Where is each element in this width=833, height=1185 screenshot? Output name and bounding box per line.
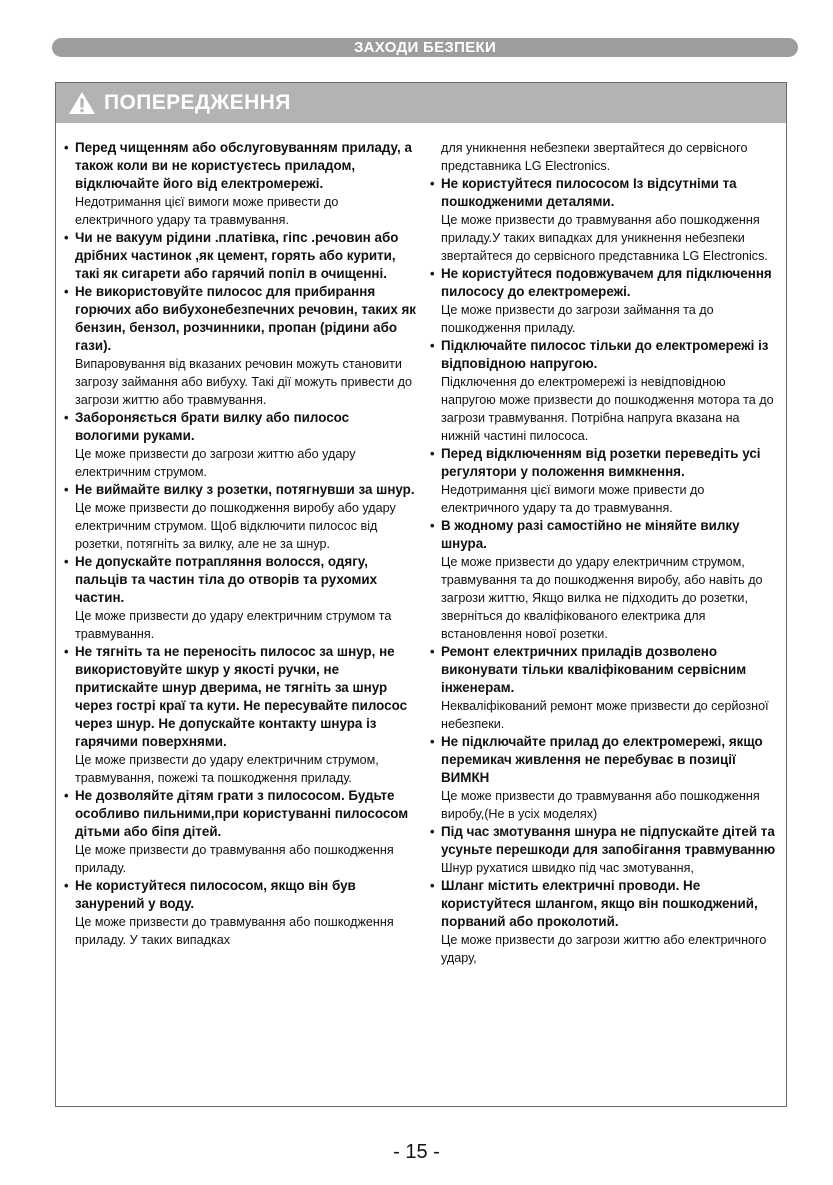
safety-item <box>62 643 416 787</box>
warning-box <box>55 82 787 1107</box>
warning-triangle-icon <box>68 91 96 115</box>
item-heading: Шланг містить електричні проводи. Не користуйтеся шлангом, якщо він пошкоджений, порваний або проколотий. <box>441 878 758 929</box>
item-description: Це може призвести до загрози займання та до пошкодження приладу. <box>441 303 714 335</box>
item-heading: Забороняється брати вилку або пилосос вологими руками. <box>75 410 350 443</box>
item-description: Недотримання цієї вимоги може привести до електричного удару та до травмування. <box>441 483 705 515</box>
bullet-icon: • <box>430 176 435 191</box>
item-heading: Перед чищенням або обслуговуванням приладу, а також коли ви не користуєтесь приладом, відключайте його від електромережі. <box>75 140 412 191</box>
item-heading: Не дозволяйте дітям грати з пилососом. Будьте особливо пильними,при користуванні пилососом дітьми або біпя дітей. <box>75 788 409 839</box>
bullet-icon: • <box>64 554 69 569</box>
section-title-bar <box>52 38 798 57</box>
continuation-text: для уникнення небезпеки звертайтеся до сервісного представника LG Electronics. <box>441 141 748 173</box>
bullet-icon: • <box>64 410 69 425</box>
item-heading: Не користуйтеся пилососом, якщо він був занурений у воду. <box>75 878 356 911</box>
bullet-icon: • <box>64 878 69 893</box>
safety-item <box>428 265 780 337</box>
bullet-icon: • <box>64 644 69 659</box>
item-description: Це може призвести до загрози життю або електричного удару, <box>441 933 767 965</box>
item-heading: Не підключайте прилад до електромережі, якщо перемикач живлення не перебуває в позиції ВИМКН <box>441 734 763 785</box>
bullet-icon: • <box>64 230 69 245</box>
bullet-icon: • <box>64 482 69 497</box>
item-heading: Підключайте пилосос тільки до електромережі із відповідною напругою. <box>441 338 769 371</box>
bullet-icon: • <box>430 824 435 839</box>
safety-item <box>62 481 416 553</box>
warning-title: ПОПЕРЕДЖЕННЯ <box>104 91 291 114</box>
item-description: Це може призвести до травмування або пошкодження приладу. У таких випадках <box>75 915 394 947</box>
item-heading: Не використовуйте пилосос для прибирання горючих або вибухонебезпечних речовин, таких як бензин, бензол, розчинники, пропан (рідини або гази). <box>75 284 416 353</box>
safety-item <box>62 139 416 229</box>
safety-item <box>62 409 416 481</box>
item-description: Це може призвести до травмування або пошкодження виробу,(Не в усіх моделях) <box>441 789 760 821</box>
page-number: - 15 - <box>393 1141 440 1163</box>
item-description: Підключення до електромережі із невідповідною напругою може призвести до пошкодження мотора та до загрози травмування. Потрібна напруга вказана на нижній частині пилососа. <box>441 375 774 443</box>
item-description: Це може призвести до травмування або пошкодження приладу. <box>75 843 394 875</box>
warning-header <box>56 83 786 123</box>
bullet-icon: • <box>430 644 435 659</box>
item-description: Випаровування від вказаних речовин можуть становити загрозу займання або вибуху. Такі дії можуть привести до загрози життю або травмування. <box>75 357 413 407</box>
item-description: Шнур рухатися швидко під час змотування, <box>441 861 694 875</box>
item-heading: Не тягніть та не переносіть пилосос за шнур, не використовуйте шкур у якості ручки, не притискайте шнур дверима, не тягніть за шнур через гострі краї та кути. Не пересувайте пилосос через шнур. Не допускайте контакту шнура із гарячими поверхнями. <box>75 644 408 749</box>
safety-item <box>428 517 780 643</box>
item-description: Це може призвести до удару електричним струмом та травмування. <box>75 609 392 641</box>
item-description: Це може призвести до травмування або пошкодження приладу.У таких випадках для уникнення небезпеки звертайтеся до сервісного представника LG Electronics. <box>441 213 768 263</box>
item-heading: Не виймайте вилку з розетки, потягнувши за шнур. <box>75 482 415 497</box>
item-description: Це може призвести до загрози життю або удару електричним струмом. <box>75 447 356 479</box>
item-description: Це може призвести до пошкодження виробу або удару електричним струмом. Щоб відключити пилосос від розетки, потягніть за вилку, але не за шнур. <box>75 501 396 551</box>
right-column-items <box>428 175 780 967</box>
bullet-icon: • <box>64 788 69 803</box>
right-column <box>428 139 780 967</box>
safety-item <box>62 787 416 877</box>
safety-item <box>62 553 416 643</box>
bullet-icon: • <box>430 518 435 533</box>
safety-item <box>62 877 416 949</box>
bullet-icon: • <box>430 338 435 353</box>
bullet-icon: • <box>64 140 69 155</box>
safety-item <box>62 283 416 409</box>
section-title: ЗАХОДИ БЕЗПЕКИ <box>353 39 497 56</box>
item-description: Це може призвести до удару електричним струмом, травмування та до пошкодження виробу, або навіть до загрози життю, Якщо вилка не підходить до розетки, зверніться до кваліфікованого електрика для встановлення нової розетки. <box>441 555 763 641</box>
item-heading: Перед відключенням від розетки переведіть усі регулятори у положення вимкнення. <box>441 446 761 479</box>
bullet-icon: • <box>430 266 435 281</box>
item-description: Недотримання цієї вимоги може привести до електричного удару та травмування. <box>75 195 339 227</box>
item-heading: Під час змотування шнура не підпускайте дітей та усуньте перешкоди для запобігання травмуванню <box>441 824 776 857</box>
item-heading: Не користуйтеся подовжувачем для підключення пилососу до електромережі. <box>441 266 772 299</box>
bullet-icon: • <box>430 446 435 461</box>
safety-item <box>428 877 780 967</box>
item-heading: Не допускайте потрапляння волосся, одягу, пальців та частин тіла до отворів та рухомих частин. <box>75 554 378 605</box>
bullet-icon: • <box>430 734 435 749</box>
left-column <box>62 139 416 949</box>
bullet-icon: • <box>64 284 69 299</box>
bullet-icon: • <box>430 878 435 893</box>
item-heading: Не користуйтеся пилососом Із відсутніми та пошкодженими деталями. <box>441 176 737 209</box>
item-description: Це може призвести до удару електричним струмом, травмування, пожежі та пошкодження приладу. <box>75 753 379 785</box>
safety-item <box>428 823 780 877</box>
safety-item <box>428 175 780 265</box>
item-heading: В жодному разі самостійно не міняйте вилку шнура. <box>441 518 740 551</box>
safety-item <box>428 643 780 733</box>
safety-item <box>428 733 780 823</box>
safety-item <box>428 445 780 517</box>
safety-item <box>428 337 780 445</box>
item-description: Некваліфікований ремонт може призвести до серйозної небезпеки. <box>441 699 769 731</box>
item-heading: Чи не вакуум рідини .платівка, гіпс .речовин або дрібних частинок ,як цемент, горять або курити, такі як сигарети або гарячий попіл в очищенні. <box>75 230 399 281</box>
safety-item <box>62 229 416 283</box>
item-heading: Ремонт електричних приладів дозволено виконувати тільки кваліфікованим сервісним інженерам. <box>441 644 747 695</box>
